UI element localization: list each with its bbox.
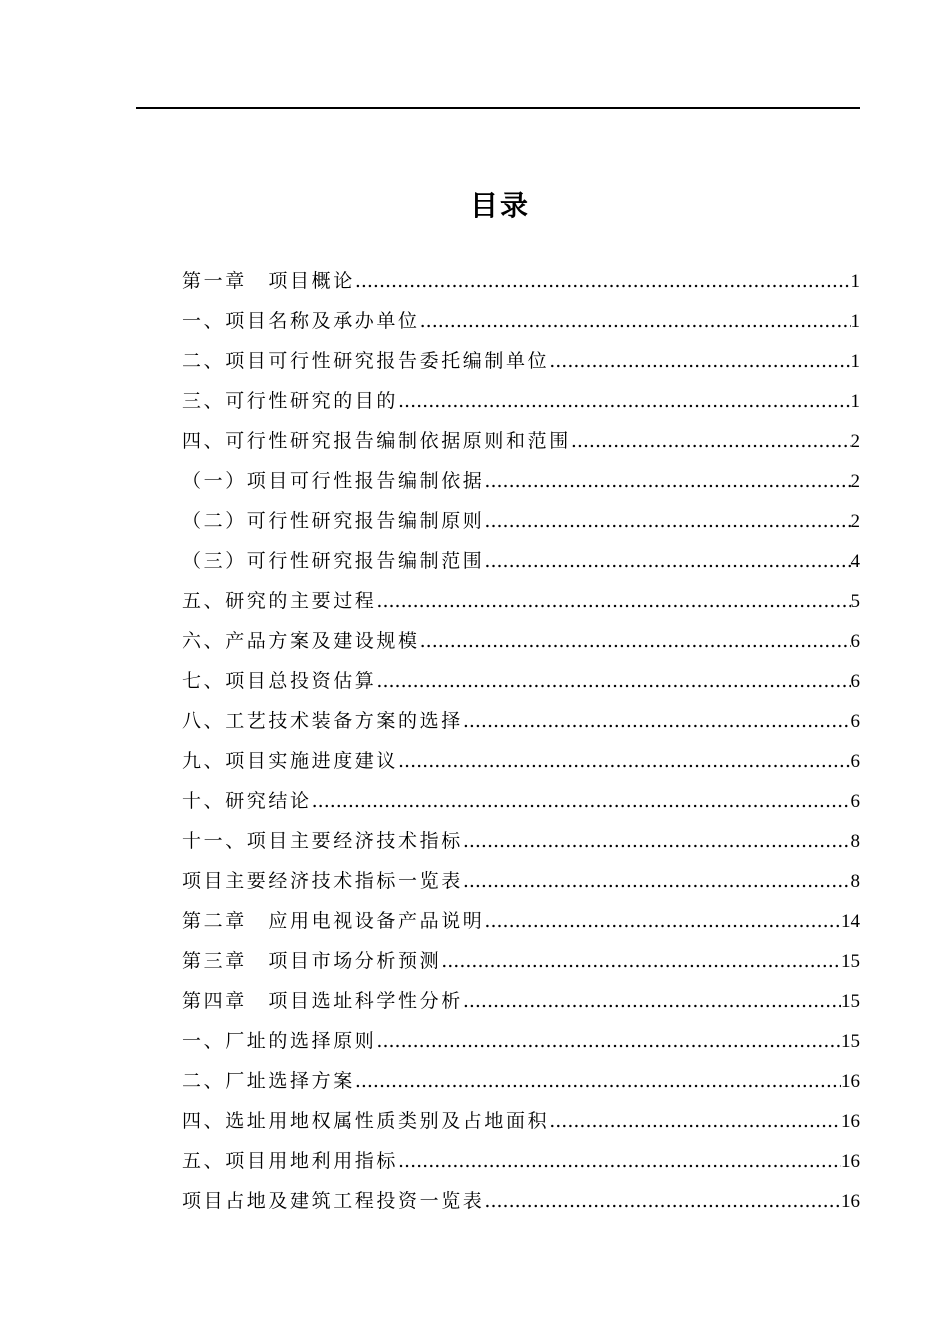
toc-entry-text: （一）项目可行性报告编制依据 <box>182 470 485 492</box>
toc-entry[interactable] <box>182 461 860 501</box>
toc-dot-leader <box>484 501 850 541</box>
toc-entry[interactable] <box>182 901 860 941</box>
toc-page-number: 14 <box>841 911 860 932</box>
toc-entry-text: 七、项目总投资估算 <box>182 670 377 692</box>
toc-dot-leader <box>355 261 851 301</box>
toc-dot-leader <box>420 621 851 661</box>
toc-dot-leader <box>463 821 851 861</box>
toc-entry-text: 五、研究的主要过程 <box>182 590 377 612</box>
toc-page-number: 16 <box>841 1071 860 1092</box>
toc-entry-text: 二、厂址选择方案 <box>182 1070 355 1092</box>
toc-entry[interactable] <box>182 661 860 701</box>
toc-dot-leader <box>420 301 851 341</box>
toc-entry[interactable] <box>182 541 860 581</box>
toc-entry-text: 十、研究结论 <box>182 790 312 812</box>
toc-entry[interactable] <box>182 861 860 901</box>
toc-page-number: 8 <box>850 871 860 892</box>
toc-entry-text: 三、可行性研究的目的 <box>182 390 399 412</box>
toc-page-number: 6 <box>850 631 860 652</box>
toc-page-number: 1 <box>850 351 860 372</box>
toc-dot-leader <box>484 541 850 581</box>
toc-page-number: 4 <box>850 551 860 572</box>
toc-page-number: 1 <box>850 391 860 412</box>
toc-page-number: 1 <box>850 271 860 292</box>
toc-entry[interactable] <box>182 421 860 461</box>
toc-entry[interactable] <box>182 621 860 661</box>
toc-entry[interactable] <box>182 1021 860 1061</box>
toc-entry[interactable] <box>182 821 860 861</box>
toc-dot-leader <box>571 421 851 461</box>
toc-entry-text: 一、项目名称及承办单位 <box>182 310 420 332</box>
toc-entry[interactable] <box>182 261 860 301</box>
toc-dot-leader <box>441 941 841 981</box>
table-of-contents <box>182 261 860 1221</box>
toc-entry[interactable] <box>182 781 860 821</box>
toc-entry-text: 六、产品方案及建设规模 <box>182 630 420 652</box>
toc-entry-text: 四、可行性研究报告编制依据原则和范围 <box>182 430 571 452</box>
toc-entry[interactable] <box>182 941 860 981</box>
toc-entry[interactable] <box>182 381 860 421</box>
toc-page-number: 16 <box>841 1111 860 1132</box>
toc-entry-text: 项目占地及建筑工程投资一览表 <box>182 1190 485 1212</box>
toc-dot-leader <box>355 1061 841 1101</box>
toc-entry[interactable] <box>182 1061 860 1101</box>
toc-entry[interactable] <box>182 701 860 741</box>
toc-dot-leader <box>549 1101 841 1141</box>
toc-entry-text: 第二章 应用电视设备产品说明 <box>182 910 485 932</box>
toc-entry[interactable] <box>182 1181 860 1221</box>
toc-entry-text: 九、项目实施进度建议 <box>182 750 399 772</box>
toc-dot-leader <box>463 981 841 1021</box>
toc-dot-leader <box>398 1141 841 1181</box>
toc-entry[interactable] <box>182 981 860 1021</box>
toc-entry-text: 项目主要经济技术指标一览表 <box>182 870 463 892</box>
toc-entry[interactable] <box>182 341 860 381</box>
toc-entry[interactable] <box>182 581 860 621</box>
toc-entry-text: （二）可行性研究报告编制原则 <box>182 510 485 532</box>
toc-page-number: 6 <box>850 711 860 732</box>
toc-page-number: 5 <box>850 591 860 612</box>
toc-page-number: 2 <box>850 431 860 452</box>
toc-entry-text: 十一、项目主要经济技术指标 <box>182 830 463 852</box>
toc-dot-leader <box>376 661 850 701</box>
toc-dot-leader <box>398 741 850 781</box>
toc-dot-leader <box>376 1021 841 1061</box>
toc-page-number: 6 <box>850 751 860 772</box>
toc-page-number: 2 <box>850 471 860 492</box>
toc-dot-leader <box>484 461 850 501</box>
toc-page-number: 16 <box>841 1151 860 1172</box>
toc-entry[interactable] <box>182 1141 860 1181</box>
toc-entry-text: 第三章 项目市场分析预测 <box>182 950 442 972</box>
toc-page-number: 2 <box>850 511 860 532</box>
toc-page-number: 6 <box>850 791 860 812</box>
toc-entry-text: 一、厂址的选择原则 <box>182 1030 377 1052</box>
toc-page-number: 15 <box>841 1031 860 1052</box>
toc-entry-text: 第一章 项目概论 <box>182 270 355 292</box>
toc-dot-leader <box>484 901 841 941</box>
toc-entry[interactable] <box>182 1101 860 1141</box>
toc-dot-leader <box>398 381 850 421</box>
toc-entry-text: 第四章 项目选址科学性分析 <box>182 990 463 1012</box>
toc-page-number: 15 <box>841 991 860 1012</box>
toc-entry[interactable] <box>182 741 860 781</box>
page-title: 目录 <box>469 189 530 222</box>
toc-dot-leader <box>463 701 851 741</box>
toc-dot-leader <box>376 581 850 621</box>
header-rule <box>136 107 860 109</box>
toc-entry-text: 八、工艺技术装备方案的选择 <box>182 710 463 732</box>
toc-page-number: 6 <box>850 671 860 692</box>
toc-entry-text: 二、项目可行性研究报告委托编制单位 <box>182 350 550 372</box>
toc-page-number: 8 <box>850 831 860 852</box>
toc-entry-text: （三）可行性研究报告编制范围 <box>182 550 485 572</box>
toc-page-number: 16 <box>841 1191 860 1212</box>
toc-dot-leader <box>549 341 850 381</box>
toc-dot-leader <box>312 781 851 821</box>
toc-entry[interactable] <box>182 301 860 341</box>
toc-entry-text: 五、项目用地利用指标 <box>182 1150 399 1172</box>
toc-entry-text: 四、选址用地权属性质类别及占地面积 <box>182 1110 550 1132</box>
toc-dot-leader <box>484 1181 841 1221</box>
toc-page-number: 15 <box>841 951 860 972</box>
toc-dot-leader <box>463 861 851 901</box>
toc-entry[interactable] <box>182 501 860 541</box>
toc-page-number: 1 <box>850 311 860 332</box>
